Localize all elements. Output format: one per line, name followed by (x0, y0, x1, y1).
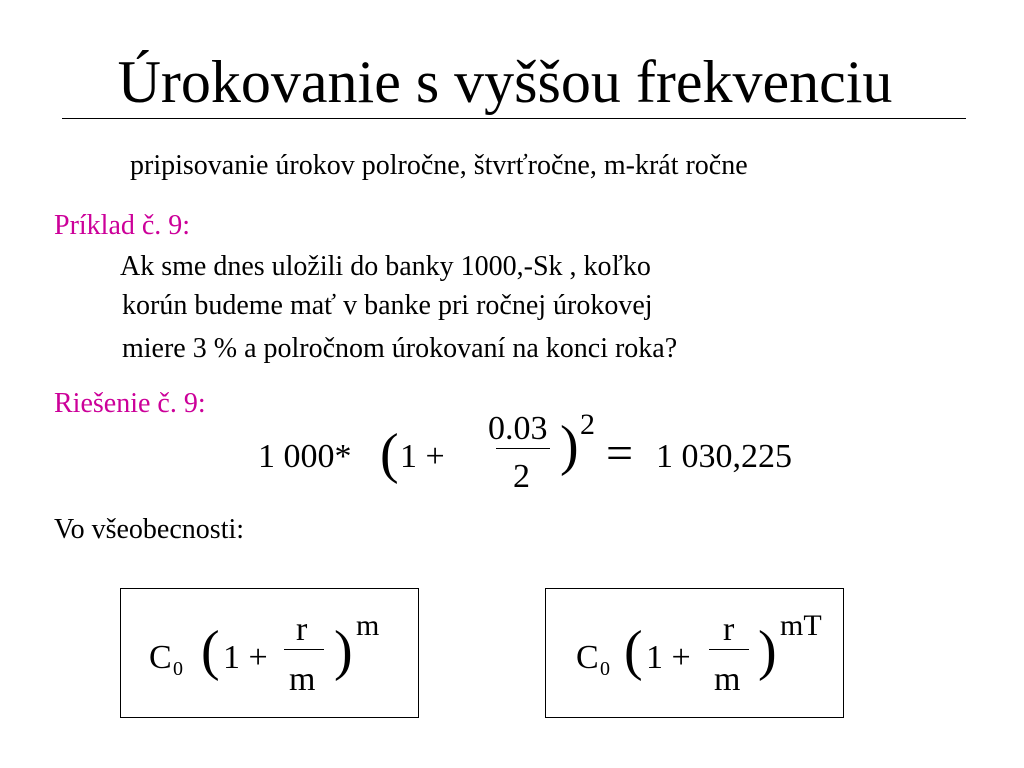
fraction-bar (496, 448, 550, 449)
fraction-numerator: 0.03 (488, 410, 548, 447)
close-paren: ) (560, 415, 579, 477)
formula1-close-paren: ) (334, 620, 353, 682)
example-line-3: miere 3 % a polročnom úrokovaní na konci roka? (122, 333, 678, 364)
formula1-fraction-bar (284, 649, 324, 650)
solution-label: Riešenie č. 9: (54, 388, 206, 419)
slide-title: Úrokovanie s vyššou frekvenciu (117, 49, 893, 115)
example-line-2: korún budeme mať v banke pri ročnej úrokovej (122, 290, 653, 321)
slide-subtitle: pripisovanie úrokov polročne, štvrťročne, m-krát ročne (130, 150, 748, 181)
equals-sign: = (606, 427, 634, 480)
open-paren: ( (380, 423, 399, 485)
formula2-numerator: r (723, 611, 735, 648)
example-line-1: Ak sme dnes uložili do banky 1000,-Sk , koľko (120, 251, 651, 282)
formula1-one-plus: 1 + (223, 639, 268, 676)
formula2-open-paren: ( (624, 620, 643, 682)
title-divider (62, 118, 966, 119)
example-label: Príklad č. 9: (54, 210, 191, 241)
formula2-fraction-bar (709, 649, 749, 650)
formula2-subscript: 0 (600, 658, 610, 680)
general-label: Vo všeobecnosti: (54, 514, 245, 545)
formula1-c: C (149, 639, 172, 676)
result-value: 1 030,225 (656, 438, 792, 475)
formula2-one-plus: 1 + (646, 639, 691, 676)
principal-amount: 1 000* (258, 438, 352, 475)
formula2-exponent: mT (780, 609, 822, 642)
fraction-denominator: 2 (513, 458, 530, 495)
formula1-exponent: m (356, 609, 380, 642)
formula1-numerator: r (296, 611, 308, 648)
exponent: 2 (580, 408, 595, 441)
formula-box-2 (545, 588, 844, 718)
formula1-open-paren: ( (201, 620, 220, 682)
formula2-close-paren: ) (758, 620, 777, 682)
formula2-denominator: m (714, 661, 741, 698)
formula2-c: C (576, 639, 599, 676)
formula1-subscript: 0 (173, 658, 183, 680)
formula1-denominator: m (289, 661, 316, 698)
one-plus: 1 + (400, 438, 445, 475)
formula-box-1 (120, 588, 419, 718)
